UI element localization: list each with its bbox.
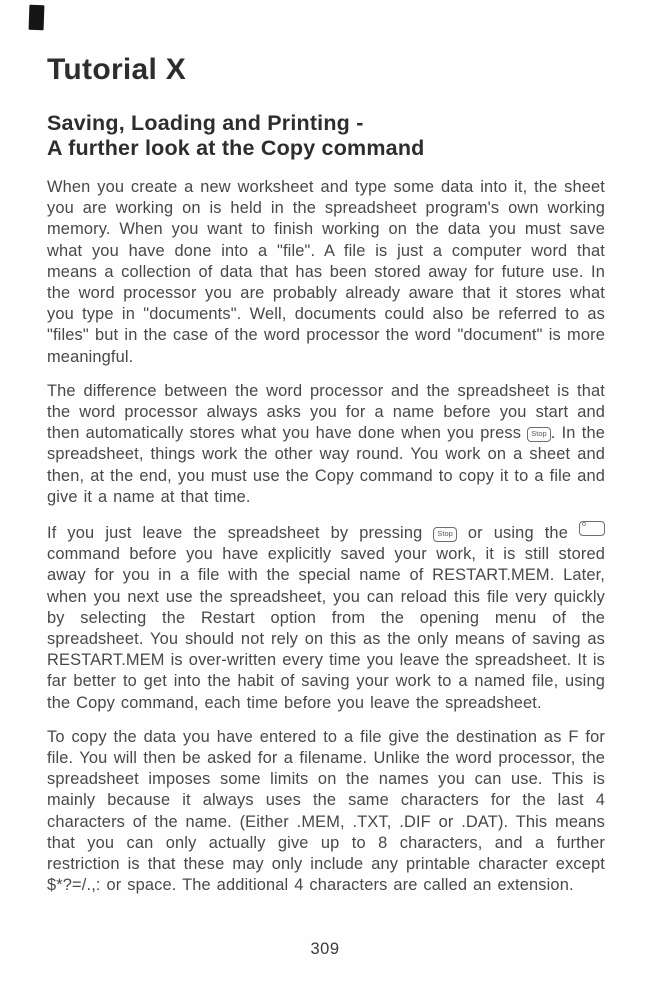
section-title-line1: Saving, Loading and Printing - [47,111,364,135]
section-title [47,111,425,161]
section-title-line2: A further look at the Copy command [47,136,425,160]
paragraph: When you create a new worksheet and type some data into it, the sheet you are working on is held in the spreadsheet program's own working memory. When you want to finish working on the data you must save what you have done into a "file". A file is just a computer word that means a collection of data that has been stored away for future use. In the word processor you are probably already aware that it stores what you type in "documents". Well, documents could also be referred to as "files" but in the case of the word processor the word "document" is more meaningful. [47,178,605,366]
paragraph: If you just leave the spreadsheet by pressing Stop or using the o command before you have explicitly saved your work, it is still stored away for you in a file with the special name of RESTART.MEM. Later, when you next use the spreadsheet, you can reload this file very quickly by selecting the Restart option from the opening menu of the spreadsheet. You should not rely on this as the only means of saving as RESTART.MEM is over-written every time you leave the spreadsheet. It is far better to get into the habit of saving your work to a named file, using the Copy command, each time before you leave the spreadsheet. [47,521,605,712]
paragraph: The difference between the word processor and the spreadsheet is that the word processor always asks you for a name before you start and then automatically stores what you have done when you press Stop . In the spreadsheet, things work the other way round. You work on a sheet and then, at the end, you must use the Copy command to copy it to a file and give it a name at that time. [47,381,605,506]
chapter-title: Tutorial X [47,53,187,86]
page-number: 309 [310,940,340,958]
stop-key-icon: Stop [527,427,550,442]
body-text [47,177,605,910]
scan-corner-mark [29,5,45,31]
stop-key-icon: Stop [433,527,456,542]
paragraph: To copy the data you have entered to a file give the destination as F for file. You will then be asked for a filename. Unlike the word processor, the spreadsheet imposes some limits on the names you can use. This is mainly because it always uses the same characters for the last 4 characters of the name. (Either .MEM, .TXT, .DIF or .DAT). This means that you can only actually give up to 8 characters, and a further restriction is that these may only include any printable character except $*?=/.,: or space. The additional 4 characters are called an extension. [47,727,605,895]
blank-key-icon: o [579,521,605,536]
